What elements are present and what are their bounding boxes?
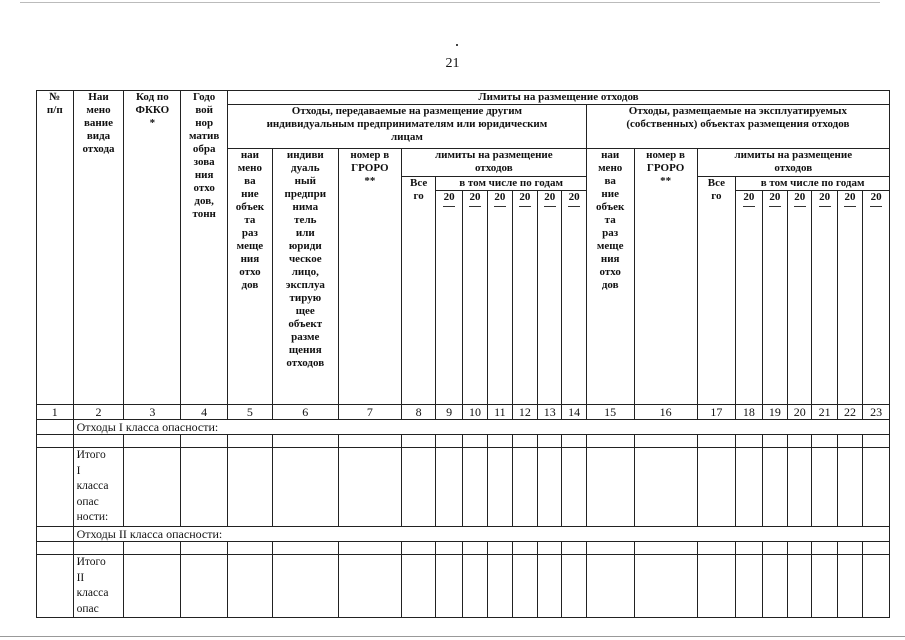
blank-row <box>37 435 890 448</box>
header-entrepreneur: индиви дуаль ный предпри нима тель или юриди ческое лицо, эксплуа тирую щее объект разме щения отходов <box>272 149 338 405</box>
header-number: № п/п <box>37 91 74 405</box>
column-number: 17 <box>697 405 736 420</box>
column-number: 10 <box>462 405 487 420</box>
header-limits-title: Лимиты на размещение отходов <box>228 91 890 105</box>
header-fkko-code: Код по ФККО * <box>124 91 181 405</box>
header-year-cell: 20 <box>562 191 586 405</box>
scan-edge-bottom <box>0 636 905 637</box>
header-annual-norm: Годо вой нор матив обра зова ния отхо дов, тонн <box>181 91 228 405</box>
header-year-cell: 20 <box>837 191 862 405</box>
column-number: 4 <box>181 405 228 420</box>
total-row <box>37 448 890 527</box>
column-number: 12 <box>512 405 537 420</box>
column-number: 22 <box>837 405 862 420</box>
scan-edge-top <box>20 2 880 3</box>
header-year-cell: 20 <box>762 191 787 405</box>
column-number: 18 <box>736 405 762 420</box>
header-year-cell: 20 <box>462 191 487 405</box>
page-number: 21 <box>445 56 460 71</box>
total-label: Итого I класса опас ности: <box>73 448 124 527</box>
header-limits-sub-own: лимиты на размещение отходов <box>697 149 889 177</box>
header-year-cell: 20 <box>512 191 537 405</box>
column-number: 19 <box>762 405 787 420</box>
blank-row <box>37 542 890 555</box>
header-year-cell: 20 <box>736 191 762 405</box>
header-by-years-own: в том числе по годам <box>736 177 890 191</box>
column-number: 3 <box>124 405 181 420</box>
header-total-others: Все го <box>401 177 436 405</box>
header-object-name-own: наи мено ва ние объек та раз меще ния отхо дов <box>586 149 634 405</box>
header-limits-sub-others: лимиты на размещение отходов <box>401 149 586 177</box>
column-number: 13 <box>538 405 562 420</box>
column-number: 11 <box>488 405 512 420</box>
column-number: 9 <box>436 405 462 420</box>
column-number: 6 <box>272 405 338 420</box>
header-year-cell: 20 <box>488 191 512 405</box>
column-number: 20 <box>788 405 812 420</box>
total-row <box>37 555 890 618</box>
section-number-cell <box>37 526 74 541</box>
header-total-own: Все го <box>697 177 736 405</box>
header-object-name-others: наи мено ва ние объек та раз меще ния отхо дов <box>228 149 273 405</box>
column-number: 7 <box>338 405 401 420</box>
column-number: 23 <box>863 405 890 420</box>
column-number: 8 <box>401 405 436 420</box>
section-title: Отходы II класса опасности: <box>73 526 889 541</box>
header-by-years-others: в том числе по годам <box>436 177 586 191</box>
header-groro-own: номер в ГРОРО ** <box>634 149 697 405</box>
column-number: 16 <box>634 405 697 420</box>
column-number: 21 <box>812 405 837 420</box>
header-group-own: Отходы, размещаемые на эксплуатируемых (собственных) объектах размещения отходов <box>586 105 889 149</box>
column-number: 5 <box>228 405 273 420</box>
section-title: Отходы I класса опасности: <box>73 420 889 435</box>
column-number: 15 <box>586 405 634 420</box>
scan-speck <box>456 44 458 46</box>
header-group-others: Отходы, передаваемые на размещение другим индивидуальным предпринимателям или юридическим лицам <box>228 105 587 149</box>
section-number-cell <box>37 420 74 435</box>
header-year-cell: 20 <box>812 191 837 405</box>
column-number: 1 <box>37 405 74 420</box>
waste-limits-table <box>36 90 890 618</box>
column-number: 14 <box>562 405 586 420</box>
header-groro-others: номер в ГРОРО ** <box>338 149 401 405</box>
total-label: Итого II класса опас <box>73 555 124 618</box>
header-year-cell: 20 <box>788 191 812 405</box>
header-waste-name: Наи мено вание вида отхода <box>73 91 124 405</box>
column-numbers-row <box>37 405 890 420</box>
header-year-cell: 20 <box>436 191 462 405</box>
header-year-cell: 20 <box>863 191 890 405</box>
section-row <box>37 526 890 541</box>
header-year-cell: 20 <box>538 191 562 405</box>
section-row <box>37 420 890 435</box>
column-number: 2 <box>73 405 124 420</box>
